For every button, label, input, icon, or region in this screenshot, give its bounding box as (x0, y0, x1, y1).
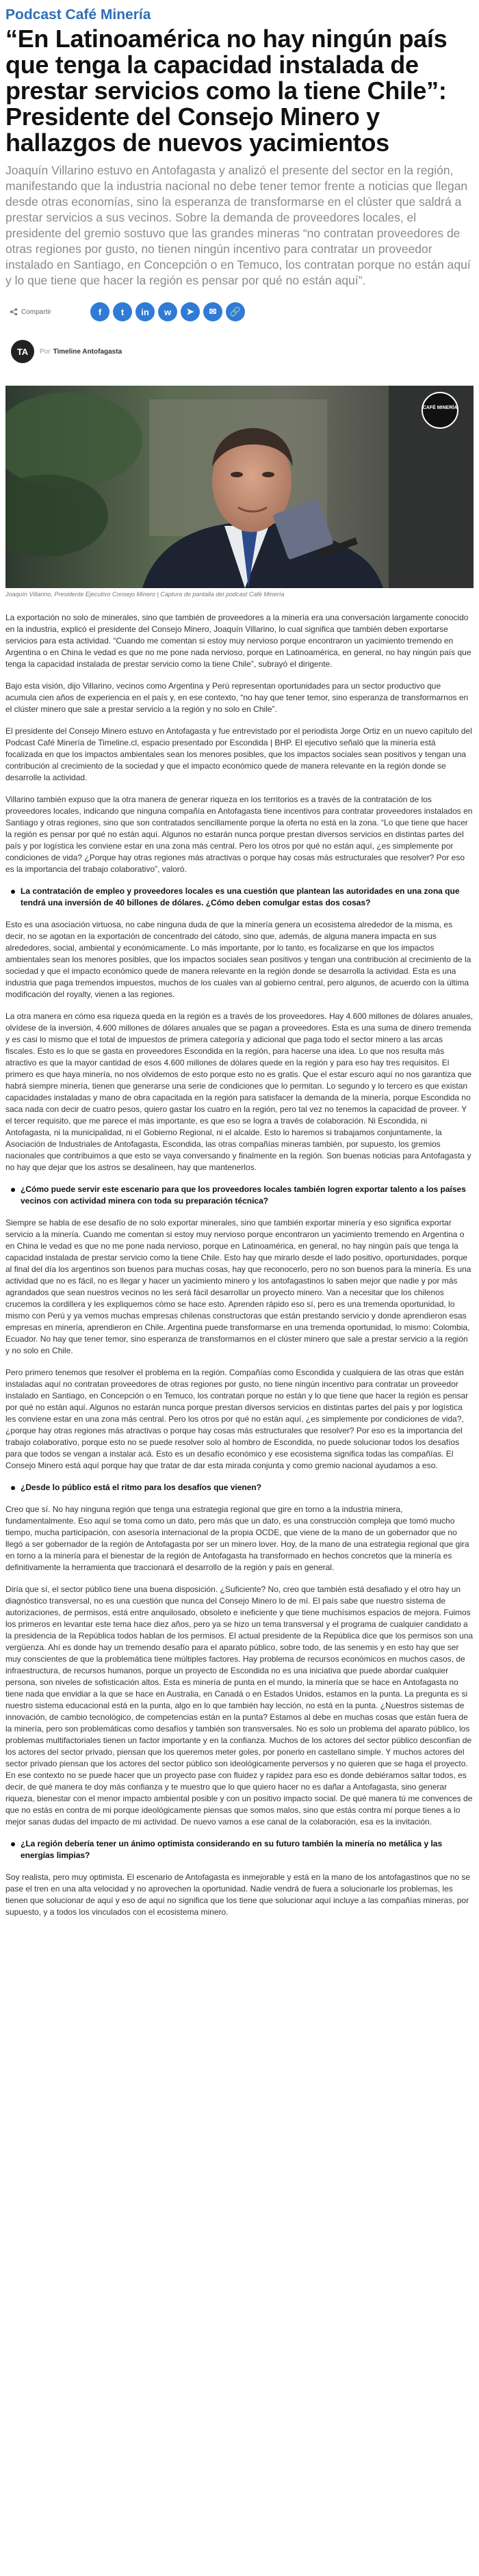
section-tag[interactable]: Podcast Café Minería (5, 7, 151, 23)
question-text: La contratación de empleo y proveedores locales es una cuestión que plantean las autoridades en una zona que tendrá una inversión de 40 billones de dólares. ¿Cómo deben comulgar estas dos cosas? (21, 886, 460, 907)
question-text: ¿Cómo puede servir este escenario para que los proveedores locales también logren exportar talento a los países vecinos con actividad minera con toda su preparación técnica? (21, 1184, 466, 1206)
eye-shape (231, 472, 243, 477)
telegram-share-button[interactable] (181, 302, 200, 321)
author-name[interactable]: Timeline Antofagasta (53, 347, 122, 356)
facebook-share-button[interactable] (90, 302, 109, 321)
body-paragraph: Villarino también expuso que la otra manera de generar riqueza en los territorios es a través de la contratación de los proveedores locales, indicando que ninguna compañía en Antofagasta tiene incentivos para contratar proveedores instalados en Santiago y otras regiones, sino que son contratados sencillamente porque la oferta no está en la zona. “Lo que tiene que hacer la región es pensar por qué no están aquí. Algunos no estarán nunca porque prestan diversos servicios en distintas partes del país y por logística les conviene estar en una zona más central. Pero los otros por qué no están aquí, ¿es simplemente por condiciones de vida? ¿Porque hay otras regiones más atractivas o porque hay cosas más estructurales que resolver? Por eso es la importancia del trabajo colaborativo”, valoró. (5, 795, 473, 874)
whatsapp-share-button[interactable] (158, 302, 177, 321)
body-paragraph: Soy realista, pero muy optimista. El escenario de Antofagasta es inmejorable y está en la mano de los antofagastinos que no se pase el tren en una alta velocidad y no aprovechen la oportunidad. Nadie vendrá de fuera a solucionarle los problemas, les tienen que solucionar de aquí y eso de aquí no significa que los tiene que solucionar aquí incluye a las compañías mineras, por supuesto, y a todos los vinculados con el ecosistema minero. (5, 1872, 471, 1917)
article-title: “En Latinoamérica no hay ningún país que tenga la capacidad instalada de prestar servicios como la tiene Chile”: Presidente del Consejo Minero y hallazgos de nuevos yacimientos (5, 25, 448, 157)
question-text: ¿La región debería tener un ánimo optimista considerando en su futuro también la minería no metálica y las energías limpias? (21, 1839, 443, 1860)
article-body (5, 612, 474, 1918)
body-paragraph: Diría que sí, el sector público tiene una buena disposición. ¿Suficiente? No, creo que también está desafiado y el otro hay un diagnóstico transversal, no es una cuestión que nunca del Consejo Minero lo de mí. El país sabe que nuestro sistema de autorizaciones, de permisos, está entre anquilosado, obsoleto e ineficiente y que tiene muchísimos espacios de mejora. Fuimos los primeros en levantar este tema hace diez años, pero ya se hizo un tema transversal y el programa de cualquier candidato a la presidencia de la República todos hablan de los permisos. El actual presidente de la República dice que los permisos son una vergüenza. Ahí es donde hay un tremendo desafío para el aparato público, sobre todo, de las senemis y en esto hay que ser muy conscientes de que la problemática tiene múltiples factores. Hay problema de recursos económicos en muchos casos, de infraestructura, de recursos humanos, porque un proyecto de Escondida no es una iniciativa que puede abordar cualquier persona, son niveles de sofisticación altos. Esta es minería de punta en el mundo, la minería que se hace en Antofagasta no tiene nada que envidiar a la que se hace en Australia, en Canadá o en Estados Unidos, estamos en la punta. La pregunta es si nuestro sistema educacional está en la punta, algo en lo que también hay lección, no está en la punta. ¿Nuestros sistemas de innovación, de cambio tecnológico, de competencias están en la punta? Estamos al debe en muchas cosas que están fuera de la minería, pero son problemáticas como desafíos y también son transversales. No es solo un problema del aparato público, los problemas multifactoriales tienen un factor importante y en la confianza. Muchos de los actores del sector público desconfían de los actores del sector privado, piensan que los queremos meter goles, por ponerlo en castellano simple. Y muchos actores del sector privado piensan que los actores del sector público son ideológicamente perversos y no quieren que se haga el proyecto. En ese contexto no se puede hacer que un proyecto pase con fluidez y rapidez para eso es donde debiéramos saltar todos, es decir, de qué manera te doy más confianza y te muestro que lo que quiero hacer no es dañar a Antofagasta, sino generar riqueza, bienestar con el menor impacto ambiental posible y con un positivo impacto social. De qué manera tú me convences de que no estás en contra de mi porque ideológicamente piensas que somos malos, sino que estás contra mí porque tienes a lo mejor sanas dudas del impacto de mi actividad. De nuevo vamos a ese canal de la colaboración, esa es la invitación. (5, 1584, 474, 1827)
photo-caption: Joaquín Villarino, Presidente Ejecutivo Consejo Minero | Captura de pantalla del podcast Café Minería (5, 591, 285, 598)
podcast-badge-text: CAFÉ MINERÍA (422, 406, 458, 410)
interview-question (11, 1482, 474, 1493)
telegram-icon: ➤ (186, 306, 194, 317)
share-label: Compartir (21, 308, 51, 316)
linkedin-share-button[interactable] (135, 302, 155, 321)
hero-photo-illustration (5, 386, 474, 588)
twitter-icon: t (120, 306, 125, 317)
bullet-icon (11, 890, 15, 894)
body-paragraph: La otra manera en cómo esa riqueza queda en la región es a través de los proveedores. Hay 4.600 millones de dólares anuales, olvídese de la inversión, 4.600 millones de dólares anuales que se pagan a proveedores. Esta es una suma de dinero tremenda y es casi lo mismo que el total de impuestos de primera categoría y adicional que paga todo el sector minero a las arcas fiscales. Esto es lo que se gasta en proveedores Escondida en la región, para hacerse una idea. Lo que nos resulta más atractivo es que la mayor cantidad de esos 4.600 millones de dólares quede en la región y para eso hay tres requisitos. El primero es que haya minería, no nos olvidemos de esto porque esto no es gratis. Que el estar escuro aquí no nos garantiza que habrá siempre minería, tienen que generarse una serie de condiciones que lo permitan. Lo segundo y lo tercero es que existan capacidades instaladas y mano de obra capacitada en la región para satisfacer la demanda de la minería, porque Escondida no saca nada con decir de cuatro pesos, quiero gastar los cuatro en la región, pero tal vez no tenemos la capacidad de proveer. Y el tercer requisito, que me parece el más importante, es que eso se logra a través de colaboración. Ni Escondida, ni Antofagasta, ni la municipalidad, ni el Gobierno Regional, ni el alcalde. Esto lo haremos si trabajamos conjuntamente, la Asociación de Industriales de Antofagasta, Escondida, las otras compañías mineras también, por supuesto, los gremios nacionales que contribuimos a que esto se vaya conversando y finalmente en la región. Son buenas noticias para Antofagasta y no hay que dejar que los astros se desalineen, hay que mantenerlos. (5, 1011, 474, 1172)
body-paragraph: La exportación no solo de minerales, sino que también de proveedores a la minería era una conversación largamente conocido en la industria, explicó el presidente del Consejo Minero, Joaquín Villarino, lo cual significa que también deben exportarse servicios para esta actividad. “Cuando me comentan si estoy muy nervioso porque encontraron un yacimiento tremendo en Argentina o en China le vedad es que no me pone nada nervioso, porque en Latinoamérica, en general, no hay ningún país que tenga la capacidad instalada de prestar servicio como la tiene Chile”, subrayó el dirigente. (5, 613, 471, 669)
eye-shape (262, 472, 274, 477)
link-icon: 🔗 (229, 306, 242, 317)
linkedin-icon: in (141, 306, 149, 317)
author-row (5, 339, 474, 364)
link-share-button[interactable] (226, 302, 245, 321)
author-avatar[interactable]: TA (11, 340, 34, 363)
share-label-wrap (10, 308, 90, 316)
interview-question (11, 1184, 474, 1207)
share-icon (10, 308, 18, 316)
bullet-icon (11, 1842, 15, 1846)
interview-question (11, 886, 474, 909)
body-paragraph: Pero primero tenemos que resolver el problema en la región. Compañías como Escondida y cualquiera de las otras que están instaladas aquí no contratan proveedores de otras regiones por gusto, no tiene ningún incentivo para contratar un proveedor instalado en Santiago, en Concepción o en Temuco, los contratan porque no están y lo que tiene que hacer la región es pensar por qué no están aquí. Algunos no estarán nunca porque prestan diversos servicios en distintas partes del país y por logística les conviene estar en una zona más central. Pero los otros por qué no están aquí, ¿es simplemente por condiciones de vida?, ¿porque hay otras regiones más atractivas o porque hay cosas más estructurales que resolver? Por eso es la importancia del trabajo colaborativo, porque esto no se puede resolver solo al hombro de Escondida, no puede solucionar todos los desafíos para que todos se vengan a instalar acá. Esto es un desafío económico y ese ecosistema significa todas las compañías. El Consejo Minero está aquí porque hay que tratar de dar esta mirada conjunta y como gremio nacional ayudamos a eso. (5, 1368, 469, 1470)
body-paragraph: Bajo esta visión, dijo Villarino, vecinos como Argentina y Perú representan oportunidades para un sector productivo que acumula cien años de experiencia en el país y, en ese contexto, “no hay que tener temor, sino esperanza de transformarnos en el clúster minero que sale a prestar servicio a la región y no solo en Chile”. (5, 681, 469, 714)
interview-question (11, 1838, 474, 1861)
question-text: ¿Desde lo público está el ritmo para los desafíos que vienen? (21, 1483, 262, 1492)
bullet-icon (11, 1486, 15, 1490)
body-paragraph: El presidente del Consejo Minero estuvo en Antofagasta y fue entrevistado por el periodista Jorge Ortiz en un nuevo capítulo del Podcast Café Minería de Timeline.cl, espacio presentado por Escondida | BHP. El ejecutivo señaló que la minería está focalizada en que los impactos ambientales sean los menores posibles, que los impactos sociales sean positivos y tengan una contribución al crecimiento de la sociedad y que el impacto económico quede de manera relevante en la región donde se desarrolle la actividad. (5, 726, 472, 782)
article-lead: Joaquín Villarino estuvo en Antofagasta y analizó el presente del sector en la región, manifestando que la industria nacional no debe tener temor frente a noticias que llegan desde otras economías, sino la esperanza de transformarse en el clúster que saldrá a prestar servicios a sus vecinos. Sobre la demanda de proveedores locales, el presidente del gremio sostuvo que las grandes mineras “no contratan proveedores de otras regiones por gusto, no tienen ningún incentivo para contratar un proveedor instalado en Santiago, en Concepción o en Temuco, los contratan porque no están aquí y lo que tiene que hacer la región es pensar por qué no están aquí”. (5, 163, 471, 287)
whatsapp-icon: w (164, 306, 172, 317)
facebook-icon: f (98, 306, 102, 317)
body-paragraph: Creo que sí. No hay ninguna región que tenga una estrategia regional que gire en torno a la industria minera, fundamentalmente. Eso aquí se toma como un dato, pero más que un dato, es una construcción compleja que tomó mucho tiempo, mucha participación, con asesoría internacional de la propia OCDE, que viene de la mano de un gobernador que no llegó a ser gobernador de la región de Antofagasta por ser un minero lover. Hoy, de la mano de una estrategia regional que gira en torno a la minería para el bienestar de la región de Antofagasta ha transformado en hechos concretos que la minería es definitivamente la herramienta que traccionará el desarrollo de la región y país en general. (5, 1504, 469, 1572)
share-bar (5, 300, 474, 324)
bullet-icon (11, 1188, 15, 1192)
body-paragraph: Siempre se habla de ese desafío de no solo exportar minerales, sino que también exportar minería y eso significa exportar servicio a la minería. Cuando me comentan si estoy muy nervioso porque encontraron un yacimiento tremendo en Argentina o en China le vedad es que no me pone nada nervioso, porque en Latinoamérica, en general, no hay ningún país que tenga la capacidad instalada de prestar servicio como la tiene Chile. Esto hay que mirarlo desde el lado positivo, oportunidades, porque al final del día los argentinos son buenos para muchas cosas, hay que reconocerlo, pero no son buenos para la minería. Es una actividad que no es fácil, no es llegar y hacer un yacimiento minero y los antofagastinos lo saben mejor que nadie y por más agrandados que sean nuestros vecinos no les será fácil desarrollar un proyecto minero. Van a necesitar que los chilenos crucemos la cordillera y les expliquemos cómo se hace esto. Aprenden rápido eso sí, pero es una tremenda oportunidad, lo mismo con Perú y ya vemos muchas empresas chilenas constructoras que están prestando servicio y donde aprendieron esas empresas en minería, aprendieron en Chile. Argentina puede transformarse en una tremenda oportunidad, lo mismo: Colombia, Ecuador. No hay que tener temor, sino esperanza de transformarnos en el clúster minero que sale a prestar servicio a la región y no solo en Chile. (5, 1218, 471, 1355)
hero-photo (5, 386, 474, 588)
body-paragraph: Esto es una asociación virtuosa, no cabe ninguna duda de que la minería genera un ecosistema alrededor de la misma, es decir, no se agotan en la exportación de concentrado del cátodo, sino que, además, de alguna manera impacta en sus alrededores, social, ambiental y económicamente. Lo más importante, por lo tanto, es focalizarse en que los impactos ambientales sean los menores posibles, que los impactos sociales sean positivos y tengan una contribución al crecimiento de la sociedad y que el impacto económico quede de manera relevante en la región donde se desarrolla la actividad. Esta es una industria que paga tremendos impuestos, muchos de los cuales van al gobierno central, pero algunos, de acuerdo con la última modificación del royalty, vienen a las regiones. (5, 920, 471, 999)
email-icon: ✉ (209, 306, 217, 317)
share-buttons (90, 302, 248, 321)
author-by-label: Por (40, 347, 51, 356)
email-share-button[interactable] (203, 302, 222, 321)
podcast-badge-icon (422, 393, 458, 428)
twitter-share-button[interactable] (113, 302, 132, 321)
